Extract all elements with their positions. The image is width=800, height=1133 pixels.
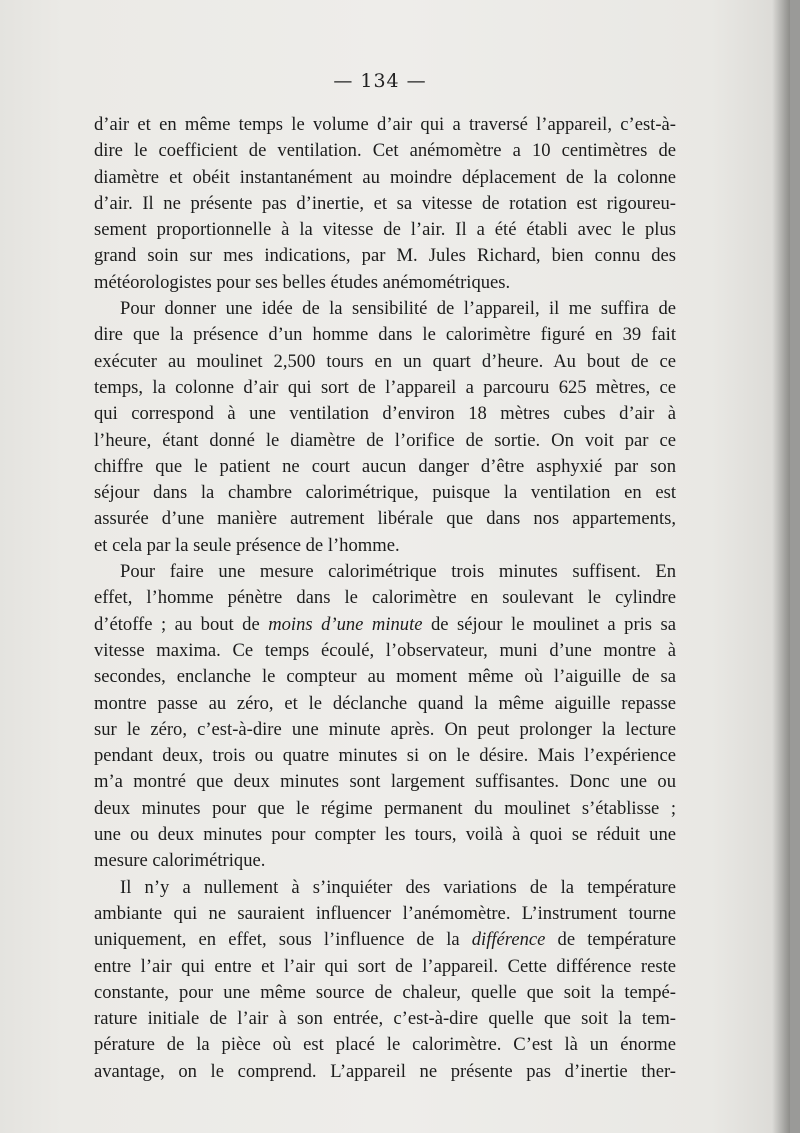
- text-line: effet, l’homme pénètre dans le calorimètre en soulevant le cylindre: [94, 587, 676, 609]
- page-edge-shadow: [772, 0, 790, 1133]
- text-line: [94, 612, 676, 638]
- text-line: sement proportionnelle à la vitesse de l’air. Il a été établi avec le plus: [94, 219, 676, 241]
- paragraph: [94, 559, 676, 875]
- text-line: pérature de la pièce où est placé le calorimètre. C’est là un énorme: [94, 1034, 676, 1056]
- text-line: constante, pour une même source de chaleur, quelle que soit la tempé-: [94, 981, 676, 1003]
- text-line: une ou deux minutes pour compter les tours, voilà à quoi se réduit une: [94, 824, 676, 846]
- paragraph: [94, 875, 676, 1085]
- text-line: rature initiale de l’air à son entrée, c’est-à-dire quelle que soit la tem-: [94, 1008, 676, 1030]
- text-line: montre passe au zéro, et le déclanche quand la même aiguille repasse: [94, 692, 676, 714]
- text-line: exécuter au moulinet 2,500 tours en un quart d’heure. Au bout de ce: [94, 350, 676, 372]
- text-line: grand soin sur mes indications, par M. Jules Richard, bien connu des: [94, 245, 676, 267]
- text-line: temps, la colonne d’air qui sort de l’appareil a parcouru 625 mètres, ce: [94, 376, 676, 398]
- text-line: météorologistes pour ses belles études anémométriques.: [94, 271, 511, 293]
- text-line: dire le coefficient de ventilation. Cet anémomètre a 10 centimètres de: [94, 140, 676, 162]
- text-line: séjour dans la chambre calorimétrique, puisque la ventilation en est: [94, 482, 676, 504]
- text-line: qui correspond à une ventilation d’environ 18 mètres cubes d’air à: [94, 403, 676, 425]
- text-line: diamètre et obéit instantanément au moindre déplacement de la colonne: [94, 166, 676, 188]
- text-line: Pour faire une mesure calorimétrique trois minutes suffisent. En: [120, 561, 676, 583]
- italic-phrase: moins d’une minute: [268, 613, 423, 635]
- text-line: m’a montré que deux minutes sont largement suffisantes. Donc une ou: [94, 771, 676, 793]
- text-line: l’heure, étant donné le diamètre de l’orifice de sortie. On voit par ce: [94, 429, 676, 451]
- text-line: deux minutes pour que le régime permanent du moulinet s’établisse ;: [94, 797, 676, 819]
- text-line: vitesse maxima. Ce temps écoulé, l’observateur, muni d’une montre à: [94, 639, 676, 661]
- text-line: Pour donner une idée de la sensibilité de l’appareil, il me suffira de: [120, 298, 676, 320]
- text-segment: uniquement, en effet, sous l’influence de la: [94, 929, 472, 951]
- text-line: assurée d’une manière autrement libérale que dans nos appartements,: [94, 508, 676, 530]
- paragraph: [94, 296, 676, 559]
- text-segment: de séjour le moulinet a pris sa: [422, 613, 676, 635]
- text-segment: de température: [545, 929, 676, 951]
- text-line: entre l’air qui entre et l’air qui sort de l’appareil. Cette différence reste: [94, 955, 676, 977]
- text-line: sur le zéro, c’est-à-dire une minute après. On peut prolonger la lecture: [94, 718, 676, 740]
- text-line: et cela par la seule présence de l’homme.: [94, 534, 400, 556]
- body-text: [94, 112, 676, 1085]
- text-line: d’air. Il ne présente pas d’inertie, et sa vitesse de rotation est rigoureu-: [94, 192, 676, 214]
- page-number: — 134 —: [333, 70, 427, 92]
- text-line: Il n’y a nullement à s’inquiéter des variations de la température: [120, 876, 676, 898]
- text-line: avantage, on le comprend. L’appareil ne présente pas d’inertie ther-: [94, 1060, 676, 1082]
- text-line: ambiante qui ne sauraient influencer l’anémomètre. L’instrument tourne: [94, 902, 676, 924]
- paragraph: [94, 112, 676, 296]
- text-line: pendant deux, trois ou quatre minutes si on le désire. Mais l’expérience: [94, 745, 676, 767]
- text-line: dire que la présence d’un homme dans le calorimètre figuré en 39 fait: [94, 324, 676, 346]
- italic-word: différence: [471, 929, 546, 951]
- text-line: secondes, enclanche le compteur au moment même où l’aiguille de sa: [94, 666, 676, 688]
- text-line: mesure calorimétrique.: [94, 850, 266, 872]
- text-line: [94, 927, 676, 953]
- text-segment: d’étoffe ; au bout de: [94, 613, 269, 635]
- text-line: d’air et en même temps le volume d’air qui a traversé l’appareil, c’est-à-: [94, 114, 676, 135]
- text-line: chiffre que le patient ne court aucun danger d’être asphyxié par son: [94, 455, 676, 477]
